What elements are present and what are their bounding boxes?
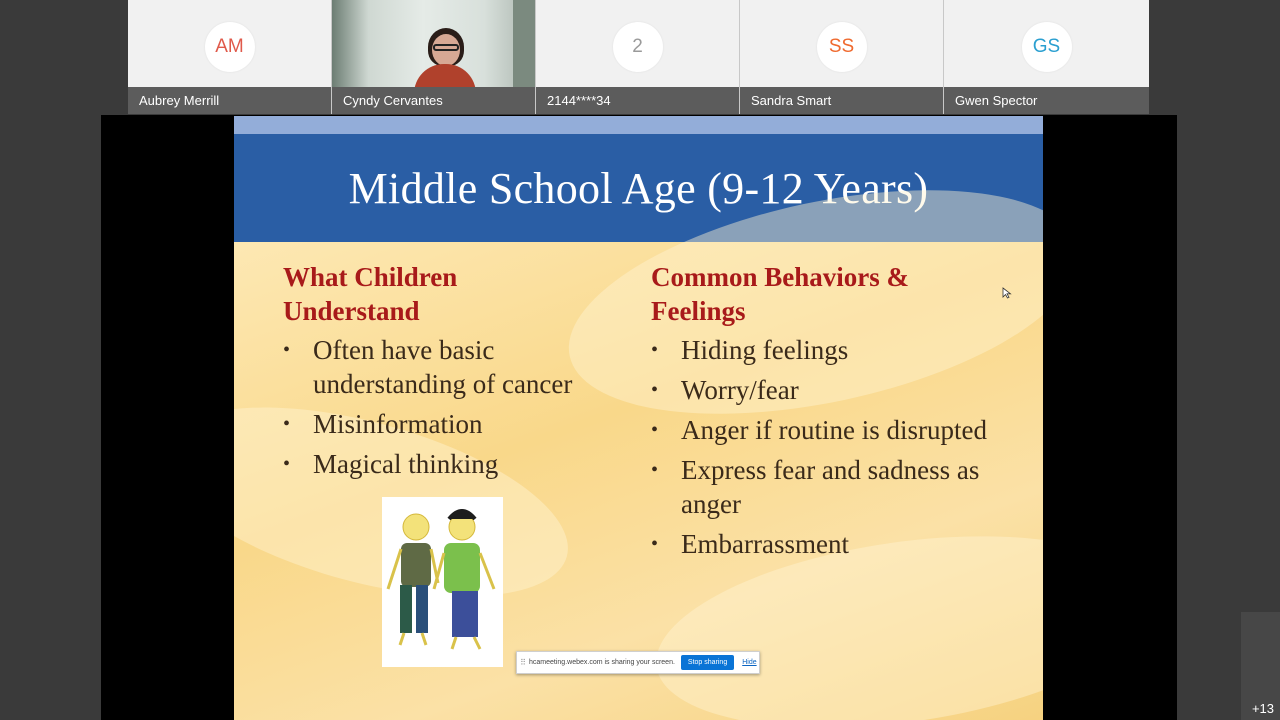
bullet-item: • Anger if routine is disrupted: [651, 413, 1037, 447]
participant-tile-gwen[interactable]: [944, 0, 1149, 114]
left-column-heading: What Children Understand: [283, 262, 458, 326]
avatar: 2: [613, 22, 663, 72]
right-column-heading: Common Behaviors & Feelings: [651, 262, 909, 326]
bullet-item: • Hiding feelings: [651, 333, 1037, 367]
share-message: hcameeting.webex.com is sharing your screen.: [529, 659, 675, 666]
left-bullet-list: [283, 333, 633, 487]
participant-name: Gwen Spector: [944, 87, 1149, 114]
more-participants-button[interactable]: [1241, 612, 1280, 720]
slide-title: Middle School Age (9-12 Years): [348, 163, 929, 213]
child-drawing-image: [382, 497, 503, 667]
bullet-item: • Magical thinking: [283, 447, 633, 481]
participant-name: 2144****34: [536, 87, 739, 114]
participant-tile-aubrey[interactable]: [128, 0, 332, 114]
participant-tile-phone[interactable]: [536, 0, 740, 114]
avatar: GS: [1022, 22, 1072, 72]
participant-name: Sandra Smart: [740, 87, 943, 114]
mouse-pointer-icon: [1002, 287, 1012, 299]
stop-sharing-button[interactable]: Stop sharing: [681, 655, 734, 670]
bullet-item: • Embarrassment: [651, 527, 1037, 561]
bullet-item: • Express fear and sadness as anger: [651, 453, 1037, 521]
drag-handle-icon[interactable]: ⠿: [520, 658, 526, 667]
bullet-item: • Misinformation: [283, 407, 633, 441]
participant-name: Cyndy Cervantes: [332, 87, 535, 114]
hide-link[interactable]: Hide: [742, 659, 757, 666]
participant-name: Aubrey Merrill: [128, 87, 331, 114]
screen-share-banner: [516, 651, 760, 674]
bullet-item: • Worry/fear: [651, 373, 1037, 407]
right-bullet-list: [651, 333, 1037, 567]
avatar: SS: [817, 22, 867, 72]
participant-strip: [128, 0, 1149, 114]
slide-top-bar: [234, 116, 1043, 134]
participant-tile-cyndy[interactable]: [332, 0, 536, 114]
more-participants-count: +13: [1251, 701, 1274, 716]
presentation-slide: [234, 116, 1043, 720]
bullet-item: • Often have basic understanding of cancer: [283, 333, 633, 401]
participant-video: [412, 22, 476, 92]
participant-tile-sandra[interactable]: [740, 0, 944, 114]
avatar: AM: [205, 22, 255, 72]
